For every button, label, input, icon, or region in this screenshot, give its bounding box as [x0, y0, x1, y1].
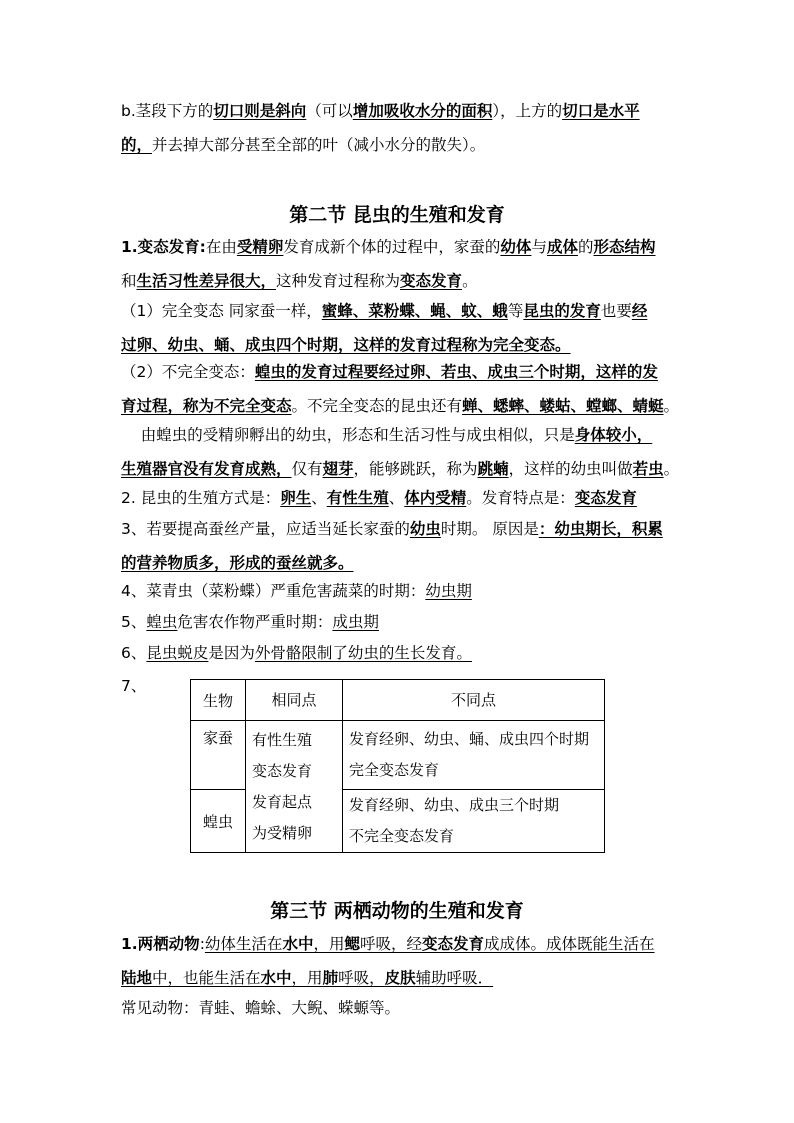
text-run: 5、	[121, 613, 147, 631]
paragraph-reproduction-mode	[121, 481, 677, 515]
table-header-row	[191, 680, 605, 721]
key-term: 成体	[546, 238, 578, 256]
comparison-table	[190, 679, 605, 853]
key-term: 经	[631, 302, 648, 320]
paragraph-metamorphosis	[121, 230, 677, 298]
text-line	[121, 355, 677, 389]
paragraph-part-b	[121, 94, 677, 162]
key-term: 幼体	[500, 238, 532, 256]
key-term: 形态结构	[593, 238, 656, 256]
text-run: 这种发育过程称为	[276, 272, 401, 290]
text-run: 在由	[205, 238, 237, 256]
table-header-cell: 不同点	[343, 680, 605, 721]
text-run: ），上方的	[492, 102, 563, 120]
similarity-line: 发育起点	[252, 792, 313, 811]
text-run: 仅有	[291, 460, 323, 478]
text-run: 4、菜青虫（菜粉蝶）严重危害蔬菜的时期：	[121, 582, 426, 600]
key-term: 呼吸，	[338, 969, 385, 987]
paragraph-locust-damage	[121, 605, 677, 639]
key-term: 呼吸，经	[359, 935, 422, 953]
difference-line: 不完全变态发育	[349, 827, 455, 845]
text-run: 。不完全变态的昆虫还有	[291, 397, 463, 415]
table-cell-differences	[343, 721, 605, 790]
text-run: 。	[462, 272, 478, 290]
key-term: 变态发育	[422, 935, 485, 953]
text-run: 2. 昆虫的生殖方式是：	[121, 489, 281, 507]
key-term: 变态发育	[574, 489, 637, 507]
key-term: 中，也能生活在	[152, 969, 261, 987]
key-term: 卵生	[280, 489, 312, 507]
key-term: 水中	[282, 935, 314, 953]
text-run: 也要	[600, 302, 632, 320]
text-run: 和	[121, 272, 137, 290]
text-run: 、	[388, 489, 405, 507]
paragraph-amphibians	[121, 927, 677, 995]
similarity-line: 为受精卵	[252, 823, 313, 842]
key-term: ，用	[313, 935, 345, 953]
text-run: （1）完全变态 同家蚕一样，	[121, 302, 322, 320]
table-cell-organism: 蝗虫	[191, 790, 246, 853]
key-term: 幼虫期	[425, 582, 472, 600]
text-line	[121, 230, 677, 264]
section-title: 第三节 两栖动物的生殖和发育	[270, 900, 524, 922]
key-term: 肺	[322, 969, 339, 987]
text-run: （2）不完全变态：	[121, 363, 255, 381]
text-run: :	[199, 935, 205, 953]
item-heading: 1.两栖动物	[121, 935, 200, 953]
key-term: 昆虫的发育	[523, 302, 601, 320]
text-run: ，能够跳跃，称为	[353, 460, 478, 478]
key-term: 蝉、蟋蟀、蝼蛄、螳螂、蜻蜓	[462, 397, 664, 415]
key-term: 受精卵	[236, 238, 284, 256]
key-term: ：幼虫期长，积累	[538, 520, 663, 538]
text-run: b.茎段下方的	[121, 102, 214, 120]
text-line	[121, 264, 677, 298]
item-number: 7、	[121, 677, 147, 695]
key-term: 有性生殖	[326, 489, 389, 507]
key-term: 切口是水平	[562, 102, 640, 120]
key-term: 辅助呼吸．	[415, 969, 494, 987]
similarity-line: 变态发育	[252, 761, 313, 780]
paragraph-silk-yield	[121, 512, 677, 580]
text-run: 。	[663, 397, 680, 415]
paragraph-cabbage-worm	[121, 574, 677, 608]
key-term: 若虫	[632, 460, 664, 478]
key-term: 蜜蜂、菜粉蝶、蝇、蚊、蛾	[321, 302, 508, 320]
key-term: 过卵、幼虫、蛹、成虫四个时期，这样的发育过程称为完全变态。	[121, 336, 571, 354]
text-line	[121, 294, 677, 328]
key-term: 幼体生活在	[204, 935, 283, 953]
key-term: 蝗虫	[146, 613, 178, 631]
difference-line: 完全变态发育	[349, 761, 440, 779]
paragraph-common-animals	[121, 991, 677, 1025]
section-title: 第二节 昆虫的生殖和发育	[289, 204, 505, 226]
text-run: 由蝗虫的受精卵孵出的幼虫，形态和生活习性与成虫相似，只是	[121, 426, 575, 444]
difference-line: 发育经卵、幼虫、蛹、成虫四个时期	[349, 730, 590, 748]
text-run: 等	[507, 302, 524, 320]
key-term: 蝗虫的发育过程要经过卵、若虫、成虫三个时期，这样的发	[254, 363, 658, 381]
text-run: 与	[531, 238, 547, 256]
key-term: 水中	[260, 969, 292, 987]
difference-line: 发育经卵、幼虫、成虫三个时期	[349, 796, 560, 814]
key-term: 生殖器官没有发育成熟，	[121, 460, 292, 478]
text-run: 的	[577, 238, 594, 256]
text-run: （可以	[306, 102, 353, 120]
text-line	[121, 481, 677, 515]
key-term: 生活习性差异很大，	[136, 272, 277, 290]
table-header-cell: 生物	[191, 680, 246, 721]
text-line	[121, 927, 677, 961]
table-header-cell: 相同点	[246, 680, 343, 721]
text-line	[121, 418, 677, 452]
key-term: 的营养物质多，形成的蚕丝就多。	[121, 554, 354, 572]
text-line	[121, 605, 677, 639]
table-cell-similarities	[246, 721, 343, 853]
key-term: 成虫期	[332, 613, 379, 631]
key-term: 的，	[121, 136, 153, 154]
key-term: 皮肤	[384, 969, 416, 987]
key-term: ，用	[291, 969, 323, 987]
text-run: 发育成新个体的过程中，家蚕的	[283, 238, 501, 256]
text-run: ，这样的幼虫叫做	[508, 460, 633, 478]
key-term: 跳蝻	[477, 460, 509, 478]
table-cell-organism: 家蚕	[191, 721, 246, 790]
key-term: 切口则是斜向	[213, 102, 307, 120]
paragraph-molting	[121, 636, 677, 670]
key-term: 增加吸收水分的面积	[352, 102, 493, 120]
key-term: 成成体。成体既能生活在	[484, 935, 655, 953]
paragraph-nymph	[121, 418, 680, 486]
key-term: 身体较小，	[574, 426, 653, 444]
text-line	[121, 512, 677, 546]
text-run: 是因为	[208, 644, 255, 662]
key-term: 鳃	[344, 935, 360, 953]
text-line: 常见动物：青蛙、蟾蜍、大鲵、蝾螈等。	[121, 999, 401, 1017]
key-term: 昆虫蜕皮	[146, 644, 209, 662]
text-run: 6、	[121, 644, 147, 662]
key-term: 陆地	[121, 969, 153, 987]
paragraph-incomplete-metamorphosis	[121, 355, 680, 423]
text-run: 。	[663, 460, 680, 478]
text-line	[121, 574, 677, 608]
text-run: 3、若要提高蚕丝产量，应适当延长家蚕的	[121, 520, 410, 538]
table-cell-differences	[343, 790, 605, 853]
key-term: 育过程，称为不完全变态	[121, 397, 292, 415]
key-term: 幼虫	[409, 520, 441, 538]
similarity-line: 有性生殖	[252, 730, 313, 749]
text-run: 危害农作物严重时期：	[177, 613, 333, 631]
text-line	[121, 94, 677, 128]
paragraph-complete-metamorphosis	[121, 294, 677, 362]
text-run: 并去掉大部分甚至全部的叶（减小水分的散失）。	[152, 136, 486, 154]
text-line	[121, 128, 677, 162]
text-line	[121, 961, 677, 995]
text-line	[121, 636, 677, 670]
key-term: 翅芽	[322, 460, 354, 478]
text-run: 时期。 原因是	[440, 520, 539, 538]
table-row	[191, 721, 605, 790]
text-run: 。发育特点是：	[466, 489, 575, 507]
key-term: 变态发育	[400, 272, 463, 290]
key-term: 外骨骼限制了幼虫的生长发育。	[254, 644, 472, 662]
text-run: 、	[311, 489, 327, 507]
key-term: 体内受精	[404, 489, 467, 507]
item-heading: 1.变态发育:	[121, 238, 206, 256]
